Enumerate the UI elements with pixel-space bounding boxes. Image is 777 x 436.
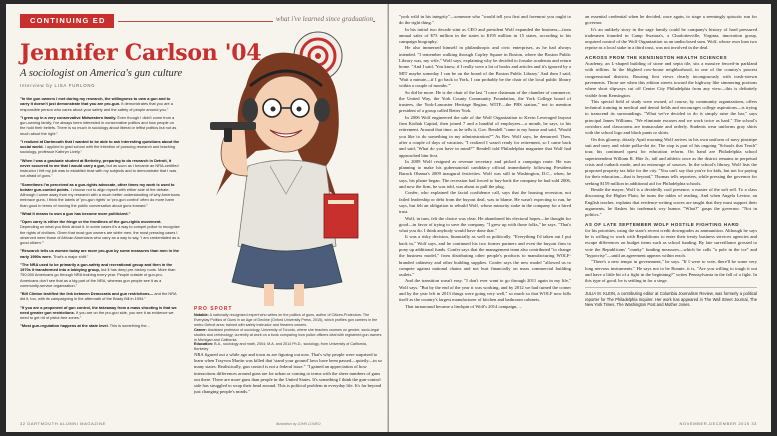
qa-item: "Sometimes I'm perceived as a gun-rights advocate, other times my work is used to bolster gun-control points. I choose not to align myself with either side of the debate. Although I came away from my research with a much better understanding of why Americans embrace guns, I think the labels of 'pro-gun rights' or 'pro-gun control' often do more harm than good in terms of moving the public conversation about guns forward."	[20, 181, 180, 208]
caption-line: Career: Assistant professor of sociology, University of Toronto, where she teaches courses on gender, socio-legal studies and criminology; currently at work on a book comparing how police officers deal with registered gun owners in Michigan and California.	[194, 327, 382, 342]
section-subhead: ACROSS FROM THE KENSINGTON HEALTH SCIENCES	[585, 54, 728, 60]
paragraph: It was a risky decision, financially as well as politically. "Everything I'd taken out I put back in," Wolf says, and he continued his two former partners and even the buyout firm to pony up additional funds. Confer says that the management team also contributed "to change the business model," from distributing other people's products to manufacturing WOLF-branded cabinetry and other building supplies. Confer says the new model "allowed us to compete against national chains and not hurt financially on mass commercial building outlets."	[399, 234, 571, 278]
paragraph: In 2006 Wolf engineered the sale of the Wolf Organization to Kevin Leveraged buyout firm Kodiak Capital, then joined 7 and a handful of employees—a month, he says, to his retirement. Around that time, as he tells it, Gov. Rendell "came to my house and said, 'Would you like to do something in my administration?'" As Rev. Wolf says, he demurred. Then, after a couple of days of vacation, "I realized I wasn't ready for retirement, so I came back and said, 'What do you have in mind?'" Rendell told Philadelphia magazine that Wolf had approached him first.	[399, 114, 571, 158]
magazine-spread	[6, 4, 771, 432]
qa-item: "Research tells us women today are more pro-gun by some measures than men in the early 1990s were. That's a major shift."	[20, 248, 180, 259]
headline: Jennifer Carlson '04	[20, 40, 262, 66]
folio-right: NOVEMBER-DECEMBER 2015 33	[679, 421, 757, 426]
paragraph: So did he more. He is the chair of the last "I once chairman of the chamber of commerce, the United Way, the York County Community Foundation, the York College board of trustees, the York-Lancaster Heritage Region, WITF—the PBS station," not to mention president of a group called Better York.	[399, 89, 571, 114]
pistol-icon	[210, 122, 256, 130]
paragraph: "york wild in his integrity"—someone who "would tell you first and foremost you ought to do the right thing."	[399, 14, 571, 26]
paragraph: Beside the mayor, Wolf is a decidedly cool presence, a master of the soft sell. To a class discussing the Higher Plain, he turns the tables of reading. And when Angela Levine, an English teacher, explains that evidence-writing scores are taught that they must support their arguments, he flashes his trademark wry humor. "What?" gasps the governor. "Not in politics."	[585, 187, 757, 218]
paragraph: This special field of study were owned, of course, by community organizations, offers technical training in medical and dental fields and encourages college aspirations—is trying to transcend its surroundings. "What we've decided to do is simply raise the bar," says principal James Williams. "We eliminate excuses and we work twice as hard." The school's corridors and classrooms are immaculate and orderly. Students wear uniforms gray shirts with the school logo and black pants or skirts.	[585, 98, 757, 136]
illustration-credit: illustration by JOHN CUNEO	[276, 422, 321, 426]
qa-item: "Bill Clinton testified the link between Democrats and gun restrictions— and the NRA did it, too, with its campaigning in the aftermath of the Brady Bill in 1994."	[20, 291, 177, 302]
caricature-illustration	[186, 26, 384, 308]
byline: Interview by LISA FURLONG	[20, 83, 96, 88]
section-subhead: AS OF LATE SEPTEMBER WOLF HOSTILE FIGHTING HARD	[585, 221, 740, 227]
paragraph: He also immersed himself in philanthropic and civic enterprises, as he had always intended. "I remember walking through Copley Square in Boston, where the Boston Public Library was, my wife," Wolf says, explaining why he decided to forsake academia and return home. "And I said, 'You know, if I really were a lot of books and articles and it's ignored by a MIT maybe someday I can be on the board of the Boston Public Library.' And then I said, 'Wait a minute—if I go back to York, I can probably be the chair of the local public library within a couple of months.'"	[399, 45, 571, 89]
paragraph: Academy, an L-shaped building of stone and sepia tile, sits a massive fenced-in parkland with trilliins. In the blighted row-house neighborhood, in one of the country's poorest congressional districts. Rousing first views clearly incongruously with trash-strewn pavements. Those are when this edition streets toward the highway like simmering portions where short slipways cut off Center City Philadelphia from any view—this is definitely visible from Kensington.	[585, 61, 757, 98]
paragraph: Wolf, in turn, felt the choice was clear. He abandoned his electoral hopes—he thought for good—in favor of trying to save the company. "I grew up with those folks," he says. "That's what you do. I think anybody would have done that."	[399, 215, 571, 234]
caption-line: Education: B.A., sociology and math, 2004; M.A. and 2014 Ph.D., sociology, from University of California, Berkeley	[194, 342, 367, 352]
paragraph: In 2009 Wolf resigned as revenue secretary and picked a campaign route. He was planning to make his gubernatorial candidacy official immediately following President Barack Obama's 2009 inaugural festivities. Wolf was still in Washington, D.C., when, he says, his phone began. The recession had forced to buy-back the company he had sold 2006, and now the firm, he was told, was about to pull the plug.	[399, 158, 571, 190]
paragraph: Confer, who explained the facial confidence call, says that the housing recession, not failed leadership or debt from the buyout deal, was to blame. He wasn't expecting to run, he says, but felt an obligation to rebuild Wolf, whose minority stake in the company for a hired trust.	[399, 190, 571, 215]
article-column-2	[585, 14, 757, 414]
paragraph: On this gloomy, drizzly April morning Wolf arrives in his own uniform of navy pinstripe suit and navy and white polka-dot tie. The stop is part of his ongoing "Schools that Teach" tour, his continued quest for education reform. On hand are Philadelphia school superintendent William R. Hite Jr., tall and athletic once as the district remains in perpetual crisis and cutback mode, and an entourage of sources. In the school's library, Wolf lists the proposed property tax hike for the city. "You can't say that you're for kids, but not for paying for their education—that is beyond," Thomas tells reporters, while pressing the governor for seeking $159 million in additional aid for Philadelphia schools.	[585, 136, 757, 186]
paragraph: That turnaround became a linchpin of Wolf's 2014 campaign, ...	[405, 303, 523, 309]
right-page	[389, 4, 771, 432]
profile-caption	[194, 313, 382, 352]
qa-item: "When I was a graduate student at Berkeley, preparing to do research in Detroit, it never occurred to me that I would carry a gun, but as soon as I became an NRA-certified instructor I felt my job was to establish trust with my subjects and to demonstrate that I was not afraid of guns."	[20, 157, 179, 179]
article-column-1	[399, 14, 571, 414]
paragraph: "There's a new tempo in government," he says. "If I were to vote, there'll be some very long nervous instruments." He says not to be Ronnie, it is, "Are you willing to tough it out and have a little bit of a fight in the beginning?" writes Pennsylvania in the fall of a fight. In this type of good. he is settling in for a siege.	[585, 259, 757, 284]
qa-column	[20, 96, 180, 421]
paragraph: And the transition wasn't easy. "I don't ever want to go through 2011 again in my life," Wolf says. "But by the end of the year it was working, and by 2012 we had turned the corner and by the year left in 2013 things were going very well," so much so that WOLF now bills itself as the country's largest manufacturer of kitchen and bathroom cabinets.	[399, 278, 571, 303]
left-page	[6, 4, 388, 432]
paragraph: In his initial two decade stint as CEO and president Wolf expanded the business—from annual sales of $73 million in the states to $195 million in 15 states, according to his campaign biography.	[399, 26, 571, 45]
caption-label: PRO SPORT	[194, 306, 233, 312]
paragraph: for his priorities, using the state's recent credit downgrades as ammunition. Although he says he is willing to work with Republicans to enter their treaty business services agencies and escape differences on budget items such as school funding. By late surveillance grossed to vote the Republicans' "cranky" funding measures—which he calls "a pole in the ice" and "hypocrisy"—until an agreement appears within reach.	[585, 227, 757, 258]
qa-item: "Open carry is either the fringe or the frontlines of the gun-rights movement. Depending on what you think about it. In some cases it's a way to compel police to recognize the rights of civilians. Given that most gun owners are white men, the most pressing cases I observed were those of African Americans who carry as a way to say, 'I am credentialed as a good citizen.'"	[20, 219, 180, 245]
author-bio: JULIA M. KLEIN, a contributing editor at Columbia Journalism Review, was formerly a political reporter for The Philadelphia Inquirer. Her work has appeared in The Wall Street Journal, The New York Times, The Washington Post and Mother Jones.	[585, 287, 757, 307]
qa-item: "In the gun owners I met during my research, the willingness to own a gun and to carry it doesn't just demonstrate that you are pro-gun. It demonstrates that you are a responsible person who cares about your safety and the safety of people around you."	[20, 96, 173, 112]
qa-item: "Most gun-regulation happens at the state level. This is something the...	[20, 323, 150, 329]
paragraph: It's an unlikely story in the sage family could be company's history of hard pressured tradesmen founded in Camp Swatara's, a Charlottesville, Virginia, innovation group, acquired control of the Wolf Organization as an undisclosed sum. Wolf, whose own loan two reprise as a local stake in a third trust, was not involved in the deal.	[585, 26, 757, 51]
section-header: what i've learned since graduation	[273, 15, 373, 23]
caption-line: Notable: A nationally recognized expert who writes on the politics of guns, author of Citizen-Protectors: The Everyday Politics of Guns in an Age of Decline (Oxford University Press, 2015), which profiles gun carriers in the metro Detroit area; trained with safety instructor and firearms owners.	[194, 313, 378, 327]
section-tab: CONTINUING ED	[20, 14, 114, 28]
qa-item: "What it means to own a gun has become more politicized."	[20, 210, 131, 216]
qa-item: "The NRA used to be primarily a gun-safety and recreational group and then in the 1970s it transformed into a lobbying group, but it has deep pre-history roots. More than 750,000 Americans go through NRA training every year. People outside of gun-pro-Americans don't see that as a big part of the NRA, whereas gun people see it as a community-service organization."	[20, 261, 176, 288]
folio-left: 32 DARTMOUTH ALUMNI MAGAZINE	[20, 421, 106, 426]
interview-body-text: NRA figured out a while ago and town as are figuring out now. That's why people were surprised to learn when Trayvon Martin was killed that 'stand your ground' laws have been passed—quietly—in so many states. Realistically, gun control is not a federal issue." "I gained an appreciation of how interactions differences around guns are for urban or coming to terms with the sheer numbers of guns out there. There are more guns than people in the United States. It's something I think the gun-control side has struggled to wrap their head around. This is political problem in everyday life. It's far beyond just changing people's minds."	[194, 352, 382, 395]
paragraph: an essential credential when he decided, once again, to stage a seemingly quixotic run for governor.	[585, 14, 757, 26]
qa-item: "I realized at Dartmouth that I wanted to be able to ask interesting questions about the social world. I applied to grad school with the intention of pursuing research and teaching sociology, professor Kathryn Lively."	[20, 138, 180, 155]
deck: A sociologist on America's gun culture	[20, 68, 183, 79]
qa-item: "I grew up in a very conservative Midwestern family. Even though I didn't come from a gun-owning family, I've always been interested in conservative politics and how people on the hold their beliefs. There is so much in sociology about liberal or leftist politics but not as much about the right."	[20, 114, 177, 136]
qa-item: "If you are a proponent of gun control, the takeaway from a mass shooting is that we need greater gun restrictions. If you are on the pro-gun side, you see it as evidence we need to get rid of pistol-free zones."	[20, 304, 177, 320]
